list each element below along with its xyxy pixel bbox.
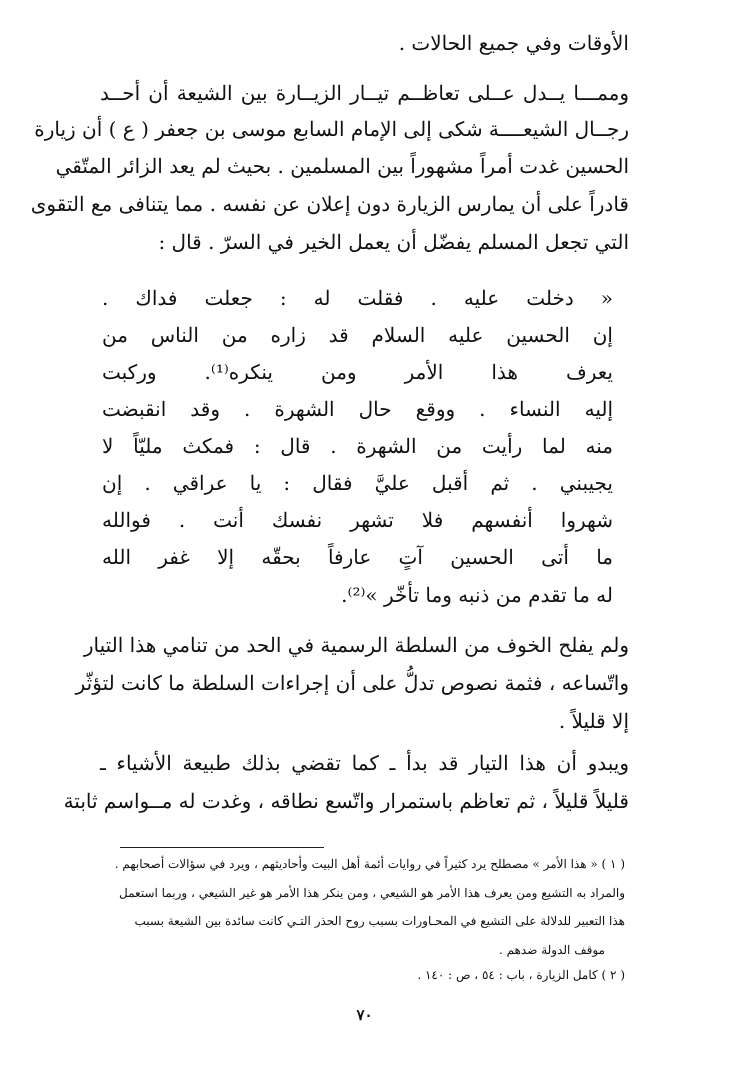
quote-line: ما أتى الحسين آتٍ عارفاً بحقّه إلا غفر الله (102, 545, 613, 569)
quote-line: « دخلت عليه . فقلت له : جعلت فداك . (102, 286, 613, 310)
body-line: التي تجعل المسلم يفضّل أن يعمل الخير في السرّ . قال : (158, 230, 629, 254)
footnote-line: ( ٢ ) كامل الزيارة ، باب : ٥٤ ، ص : ١٤٠ . (417, 968, 625, 982)
quote-line: إن الحسين عليه السلام قد زاره من الناس من (102, 323, 613, 347)
body-line: الأوقات وفي جميع الحالات . (398, 31, 629, 55)
quote-line: منه لما رأيت من الشهرة . قال : فمكث مليّاً لا (102, 434, 613, 458)
body-line: الحسين غدت أمراً مشهوراً بين المسلمين . بحيث لم يعد الزائر المتّقي (55, 154, 629, 178)
body-line: رجــال الشيعــــة شكى إلى الإمام السابع موسى بن جعفر ( ع ) أن زيارة (34, 117, 629, 141)
footnote-line: هذا التعبير للدلالة على التشيع في المحـاورات بسبب روح الحذر التـي كانت سائدة بين الشيعة بسبب (134, 914, 625, 928)
footnote-line: والمراد به التشيع ومن يعرف هذا الأمر هو الشيعي ، ومن ينكر هذا الأمر هو غير الشيعي ، وربما استعمل (119, 886, 625, 900)
quote-line: يعرف هذا الأمر ومن ينكره⁽¹⁾. وركبت (102, 360, 613, 384)
body-line: وممـــا يــدل عــلى تعاظــم تيــار الزيــارة بين الشيعة أن أحــد (100, 81, 629, 105)
body-line: إلا قليلاً . (558, 709, 629, 733)
quote-line: له ما تقدم من ذنبه وما تأخّر »⁽²⁾. (341, 583, 613, 607)
footnote-line: ( ١ ) « هذا الأمر » مصطلح يرد كثيراً في روايات أئمة أهل البيت وأحاديثهم ، ويرد في سؤالات أصحابهم . (114, 857, 625, 871)
body-line: قادراً على أن يمارس الزيارة دون إعلان عن نفسه . مما يتنافى مع التقوى (30, 192, 629, 216)
body-line: واتّساعه ، فثمة نصوص تدلُّ على أن إجراءات السلطة ما كانت لتؤثّر (75, 671, 629, 695)
page-number: ٧٠ (356, 1006, 373, 1024)
body-line: قليلاً قليلاً ، ثم تعاظم باستمرار واتّسع نطاقه ، وغدت له مــواسم ثابتة (63, 789, 629, 813)
quote-line: إليه النساء . ووقع حال الشهرة . وقد انقبضت (102, 397, 613, 421)
footnote-divider (120, 847, 324, 848)
body-line: ولم يفلح الخوف من السلطة الرسمية في الحد من تنامي هذا التيار (83, 633, 629, 657)
footnote-line: موقف الدولة ضدهم . (498, 943, 605, 957)
quote-line: يجيبني . ثم أقبل عليَّ فقال : يا عراقي . إن (102, 471, 613, 495)
quote-line: شهروا أنفسهم فلا تشهر نفسك أنت . فوالله (102, 508, 613, 532)
body-line: ويبدو أن هذا التيار قد بدأ ـ كما تقضي بذلك طبيعة الأشياء ـ (100, 751, 629, 775)
